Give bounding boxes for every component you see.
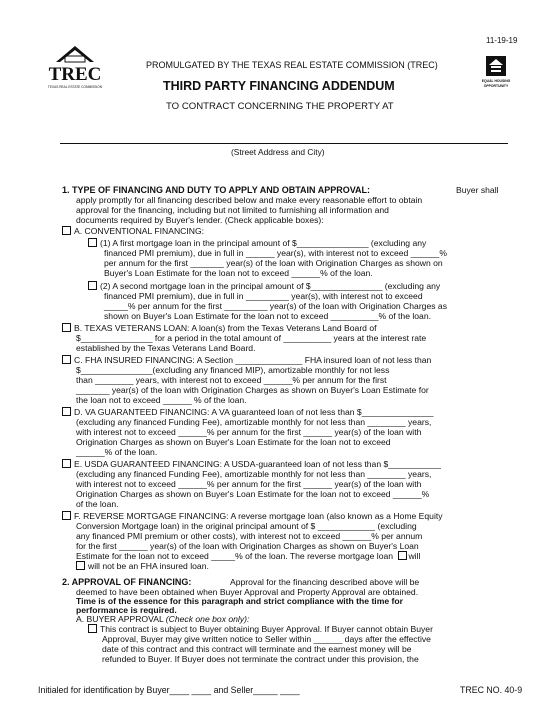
page-subtitle: TO CONTRACT CONCERNING THE PROPERTY AT: [166, 101, 394, 112]
section1-line: documents required by Buyer's lender. (Check applicable boxes):: [76, 215, 324, 225]
option-e-text: of the loan.: [76, 499, 119, 509]
checkbox-d[interactable]: [62, 407, 71, 416]
option-e-line1: [62, 459, 441, 469]
buyer-approval-text: date of this contract and this contract will terminate and the earnest money will be: [102, 644, 412, 654]
option-d-text: (excluding any financed Funding Fee), amortizable monthly for not less than ________ years,: [76, 417, 432, 427]
option-f-text: Estimate for the loan not to exceed _____% of the loan. The reverse mortgage loan: [76, 551, 394, 561]
checkbox-a[interactable]: [62, 226, 71, 235]
svg-text:OPPORTUNITY: OPPORTUNITY: [483, 84, 509, 88]
checkbox-f-will[interactable]: [398, 551, 407, 560]
option-b-text: established by the Texas Veterans Land Board.: [76, 343, 256, 353]
option-a2-line1: [88, 281, 440, 291]
buyer-approval-heading: [76, 614, 249, 624]
option-f-line1: [62, 511, 443, 521]
option-f-will-label: will: [408, 551, 421, 561]
equal-housing-logo: [482, 54, 510, 92]
footer-initials: Initialed for identification by Buyer____ ____ and Seller_____ ____: [38, 685, 300, 695]
option-f-will-not: [76, 561, 209, 571]
option-a2-text: shown on Buyer's Loan Estimate for the loan not to exceed __________% of the loan.: [104, 311, 431, 321]
option-a2-text: (2) A second mortgage loan in the principal amount of $_______________ (excluding any: [100, 281, 441, 291]
option-a1-text: financed PMI premium), due in full in ______ year(s), with interest not to exceed ______%: [104, 248, 447, 258]
option-d-text: Origination Charges as shown on Buyer's Loan Estimate for the loan not to exceed: [76, 437, 391, 447]
option-a2-text: _____% per annum for the first _________ year(s) of the loan with Origination Charges as: [104, 301, 447, 311]
option-b-text: $_______________ for a period in the total amount of __________ years at the interest rate: [76, 333, 427, 343]
option-a: [62, 226, 204, 236]
checkbox-a2[interactable]: [88, 281, 97, 290]
address-line[interactable]: [60, 143, 508, 144]
option-c-text: $_______________(excluding any financed MIP), amortizable monthly for not less: [76, 365, 390, 375]
checkbox-f[interactable]: [62, 511, 71, 520]
trec-logo-subtext: TEXAS REAL ESTATE COMMISSION: [47, 85, 103, 89]
option-f-text: any financed PMI premium or other costs), with interest not to exceed ______% per annum: [76, 531, 423, 541]
option-c-line1: [62, 355, 431, 365]
section1-heading: 1. TYPE OF FINANCING AND DUTY TO APPLY AND OBTAIN APPROVAL:: [62, 185, 371, 195]
checkbox-f-will-not[interactable]: [76, 561, 85, 570]
section2-line2: deemed to have been obtained when Buyer Approval and Property Approval are obtained.: [76, 587, 419, 597]
option-b-line1: [62, 323, 377, 333]
option-d-line1: [62, 407, 433, 417]
house-icon: [46, 44, 104, 90]
section1-line: approval for the financing, including but not limited to furnishing all information and: [76, 205, 389, 215]
buyer-approval-text: Approval, Buyer may give written notice to Seller within ______ days after the effective: [102, 634, 431, 644]
option-a1-text: Buyer's Loan Estimate for the loan not to exceed ______% of the loan.: [104, 268, 373, 278]
option-e-text: (excluding any financed Funding Fee), amortizable monthly for not less than ________ years,: [76, 469, 432, 479]
option-b-text: B. TEXAS VETERANS LOAN: A loan(s) from the Texas Veterans Land Board of: [74, 323, 377, 333]
equal-housing-icon: [482, 54, 510, 92]
option-e-text: E. USDA GUARANTEED FINANCING: A USDA-guaranteed loan of not less than $___________: [74, 459, 441, 469]
option-f-text: Conversion Mortgage loan) in the original principal amount of $ ____________ (excluding: [76, 521, 417, 531]
buyer-approval-note: (Check one box only):: [165, 614, 250, 624]
option-c-text: the loan not to exceed ______ % of the loan.: [76, 395, 247, 405]
option-e-text: Origination Charges as shown on Buyer's Loan Estimate for the loan not to exceed ______%: [76, 489, 430, 499]
section2-heading: 2. APPROVAL OF FINANCING:: [62, 577, 192, 587]
svg-text:EQUAL HOUSING: EQUAL HOUSING: [482, 79, 510, 83]
buyer-approval-label: A. BUYER APPROVAL: [76, 614, 164, 624]
option-a1-line1: [88, 238, 426, 248]
page-title: THIRD PARTY FINANCING ADDENDUM: [163, 79, 395, 93]
option-a1-text: per annum for the first _______ year(s) of the loan with Origination Charges as shown on: [104, 258, 443, 268]
buyer-approval-line1: [88, 624, 433, 634]
option-a-label: A. CONVENTIONAL FINANCING:: [74, 226, 205, 236]
address-label: (Street Address and City): [231, 147, 325, 157]
option-f-will-not-label: will not be an FHA insured loan.: [88, 561, 209, 571]
option-f-line5: [76, 551, 420, 561]
option-a2-text: financed PMI premium), due in full in _________ year(s), with interest not to exceed: [104, 291, 423, 301]
checkbox-e[interactable]: [62, 459, 71, 468]
form-date: 11-19-19: [486, 36, 518, 45]
buyer-approval-text: This contract is subject to Buyer obtaining Buyer Approval. If Buyer cannot obtain Buyer: [100, 624, 433, 634]
option-d-text: with interest not to exceed ______% per annum for the first ______ year(s) of the loan with: [76, 427, 422, 437]
option-d-text: ______% of the loan.: [76, 447, 158, 457]
option-c-text: _______ year(s) of the loan with Origination Charges as shown on Buyer's Loan Estimate for: [76, 385, 429, 395]
option-d-text: D. VA GUARANTEED FINANCING: A VA guaranteed loan of not less than $_______________: [74, 407, 434, 417]
option-a1-text: (1) A first mortgage loan in the principal amount of $_______________ (excluding any: [100, 238, 427, 248]
section2-bold2: performance is required.: [76, 605, 177, 615]
option-c-text: C. FHA INSURED FINANCING: A Section ______________ FHA insured loan of not less than: [74, 355, 432, 365]
section2-bold1: Time is of the essence for this paragraph and strict compliance with the time for: [76, 596, 403, 606]
option-f-text: F. REVERSE MORTGAGE FINANCING: A reverse mortgage loan (also known as a Home Equity: [74, 511, 443, 521]
checkbox-c[interactable]: [62, 355, 71, 364]
checkbox-b[interactable]: [62, 323, 71, 332]
promulgated-line: PROMULGATED BY THE TEXAS REAL ESTATE COMMISSION (TREC): [146, 60, 438, 70]
section1-line: Buyer shall: [456, 185, 499, 195]
option-c-text: than ________ years, with interest not to exceed ______% per annum for the first: [76, 375, 387, 385]
section1-line: apply promptly for all financing described below and make every reasonable effort to obtain: [76, 195, 423, 205]
checkbox-buyer-approval[interactable]: [88, 624, 97, 633]
trec-logo: [46, 44, 104, 90]
trec-logo-text: TREC: [48, 64, 102, 85]
section2-line1: Approval for the financing described above will be: [230, 577, 420, 587]
option-f-text: for the first ______ year(s) of the loan with Origination Charges as shown on Buyer's Loan: [76, 541, 419, 551]
footer-form-number: TREC NO. 40-9: [460, 685, 523, 695]
option-e-text: with interest not to exceed ______% per annum for the first ______ year(s) of the loan with: [76, 479, 422, 489]
checkbox-a1[interactable]: [88, 238, 97, 247]
buyer-approval-text: refunded to Buyer. If Buyer does not terminate the contract under this provision, the: [102, 654, 419, 664]
